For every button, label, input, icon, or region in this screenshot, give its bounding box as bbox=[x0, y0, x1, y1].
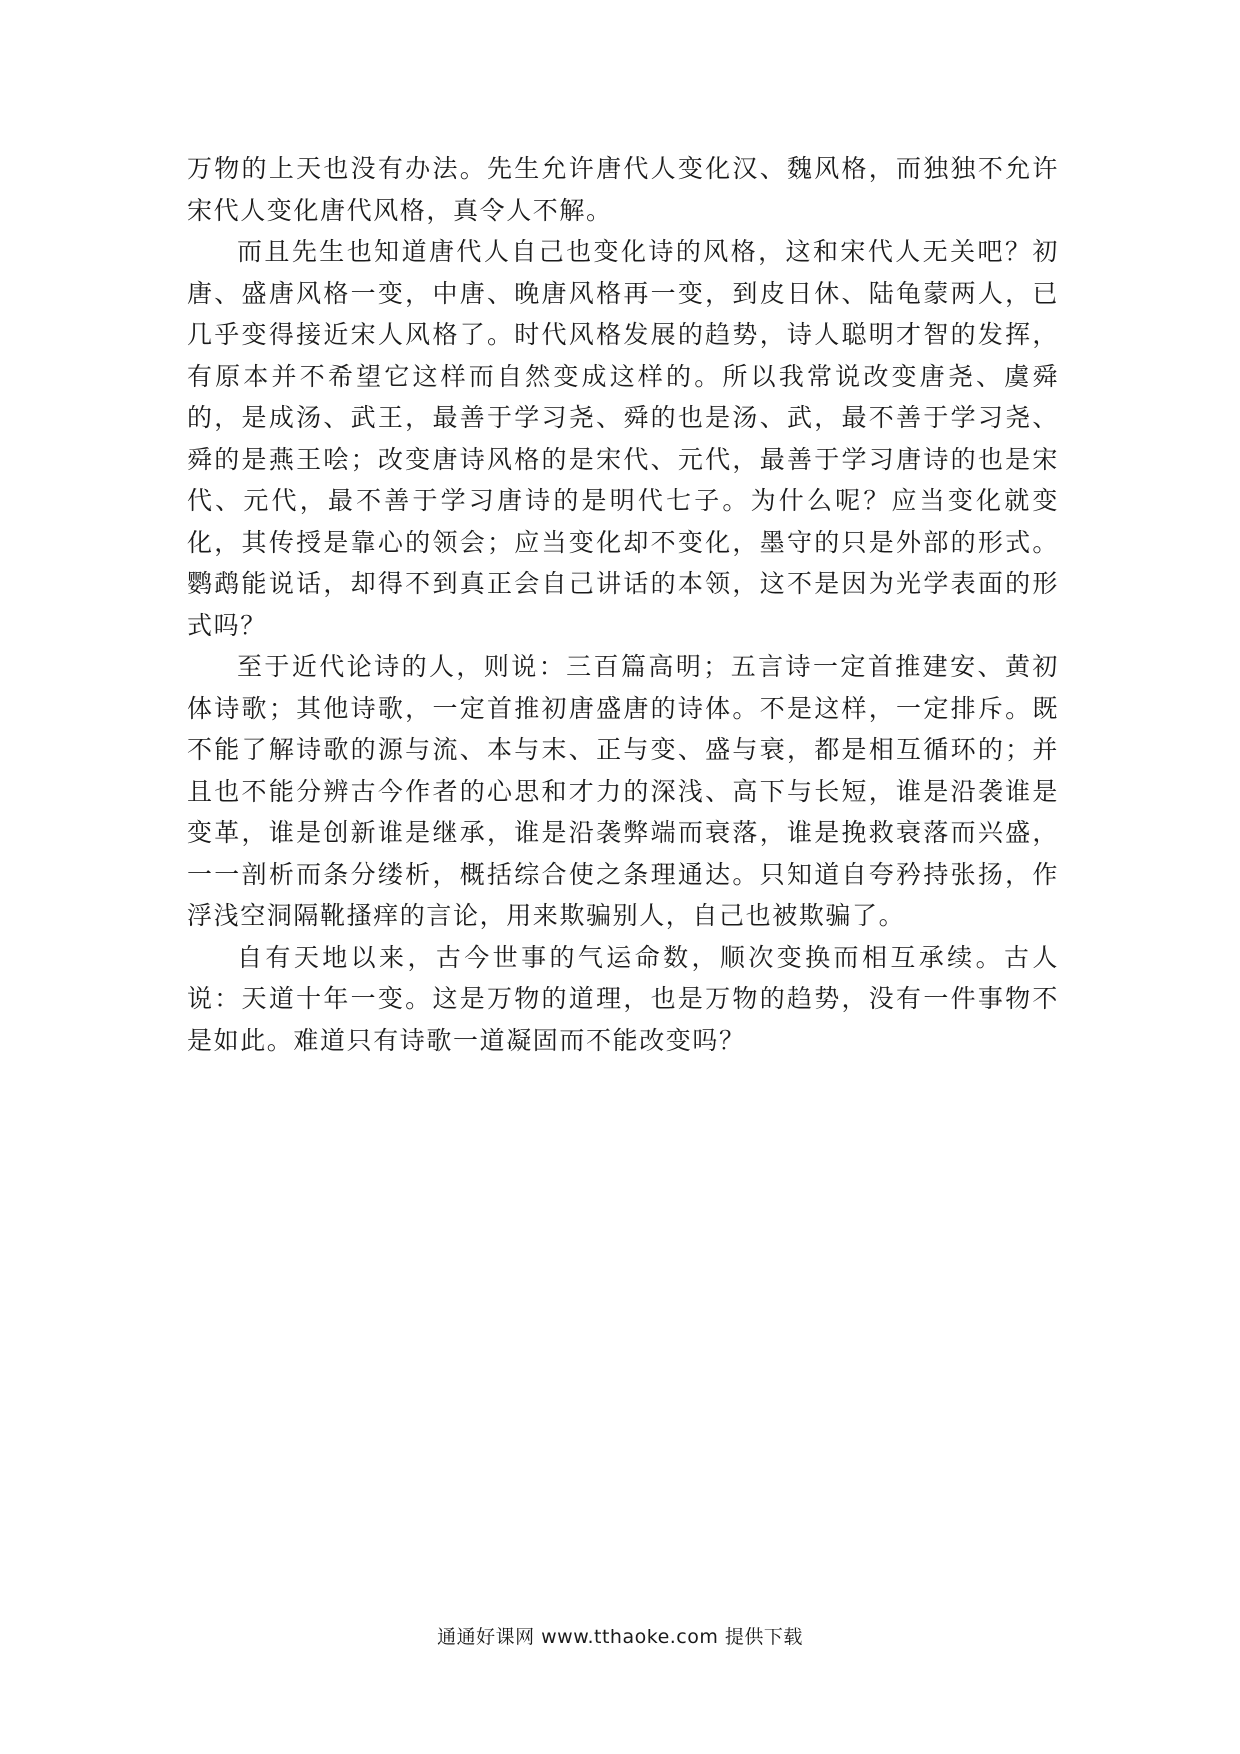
paragraph-1: 万物的上天也没有办法。先生允许唐代人变化汉、魏风格，而独独不允许宋代人变化唐代风格，真令人不解。 bbox=[187, 154, 1059, 225]
article-body bbox=[187, 148, 1059, 1061]
paragraph-2: 而且先生也知道唐代人自己也变化诗的风格，这和宋代人无关吧？初唐、盛唐风格一变，中唐、晚唐风格再一变，到皮日休、陆龟蒙两人，已几乎变得接近宋人风格了。时代风格发展的趋势，诗人聪明才智的发挥，有原本并不希望它这样而自然变成这样的。所以我常说改变唐尧、虞舜的，是成汤、武王，最善于学习尧、舜的也是汤、武，最不善于学习尧、舜的是燕王哙；改变唐诗风格的是宋代、元代，最善于学习唐诗的也是宋代、元代，最不善于学习唐诗的是明代七子。为什么呢？应当变化就变化，其传授是靠心的领会；应当变化却不变化，墨守的只是外部的形式。鹦鹉能说话，却得不到真正会自己讲话的本领，这不是因为光学表面的形式吗？ bbox=[187, 237, 1059, 640]
paragraph-3: 至于近代论诗的人，则说：三百篇高明；五言诗一定首推建安、黄初体诗歌；其他诗歌，一定首推初唐盛唐的诗体。不是这样，一定排斥。既不能了解诗歌的源与流、本与末、正与变、盛与衰，都是相互循环的；并且也不能分辨古今作者的心思和才力的深浅、高下与长短，谁是沿袭谁是变革，谁是创新谁是继承，谁是沿袭弊端而衰落，谁是挽救衰落而兴盛，一一剖析而条分缕析，概括综合使之条理通达。只知道自夸矜持张扬，作浮浅空洞隔靴搔痒的言论，用来欺骗别人，自己也被欺骗了。 bbox=[187, 652, 1059, 930]
paragraph-4: 自有天地以来，古今世事的气运命数，顺次变换而相互承续。古人说：天道十年一变。这是万物的道理，也是万物的趋势，没有一件事物不是如此。难道只有诗歌一道凝固而不能改变吗？ bbox=[187, 942, 1059, 1055]
page-footer: 通通好课网 www.tthaoke.com 提供下载 bbox=[437, 1626, 803, 1648]
